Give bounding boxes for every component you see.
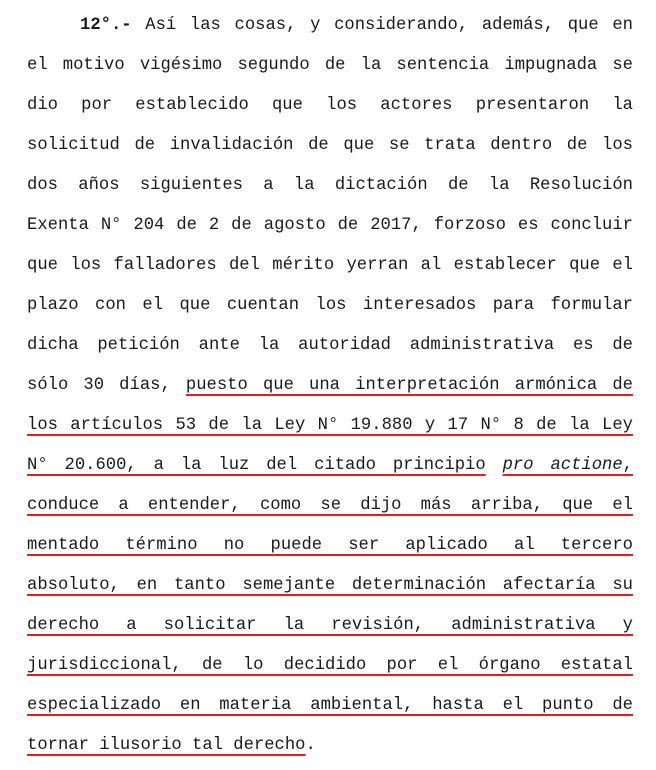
text-segment: que los falladores del mérito yerran al establecer que el: [27, 256, 633, 275]
text-line: [27, 166, 633, 206]
text-line: [27, 286, 633, 326]
text-line: [27, 406, 633, 446]
text-segment: sólo 30 días,: [27, 376, 171, 395]
underlined-text: ,: [622, 456, 633, 475]
underlined-text: tornar ilusorio tal derecho: [27, 736, 306, 755]
text-line: [27, 366, 633, 406]
underlined-text: conduce a entender, como se dijo más arriba, que el: [27, 496, 633, 515]
underlined-text: los artículos 53 de la Ley N° 19.880 y 17 N° 8 de la Ley: [27, 416, 633, 435]
text-line: [27, 726, 633, 766]
text-line: [27, 566, 633, 606]
underlined-text: absoluto, en tanto semejante determinación afectaría su: [27, 576, 633, 595]
text-segment: dos años siguientes a la dictación de la Resolución: [27, 176, 633, 195]
text-line: [27, 526, 633, 566]
text-segment: plazo con el que cuentan los interesados para formular: [27, 296, 633, 315]
text-segment: dicha petición ante la autoridad administrativa es de: [27, 336, 633, 355]
text-segment: Exenta N° 204 de 2 de agosto de 2017, forzoso es concluir: [27, 216, 633, 235]
underlined-text: derecho a solicitar la revisión, administrativa y: [27, 616, 633, 635]
text-line: [27, 46, 633, 86]
underlined-text: puesto que una interpretación armónica de: [185, 376, 633, 395]
text-line: [27, 686, 633, 726]
text-line: [27, 486, 633, 526]
paragraph-number: 12°.-: [80, 16, 132, 35]
underlined-text: jurisdiccional, de lo decidido por el órgano estatal: [27, 656, 633, 675]
italic-latin-term: pro actione: [502, 456, 623, 475]
text-segment: dio por establecido que los actores presentaron la: [27, 96, 633, 115]
text-line: [27, 246, 633, 286]
text-line: [27, 126, 633, 166]
text-line: [27, 446, 633, 486]
text-line: [27, 606, 633, 646]
text-line: [27, 206, 633, 246]
text-line: [27, 646, 633, 686]
text-segment: solicitud de invalidación de que se trata dentro de los: [27, 136, 633, 155]
text-line: [80, 6, 633, 46]
text-line: [27, 86, 633, 126]
text-line: [27, 326, 633, 366]
underlined-text: N° 20.600, a la luz del citado principio: [27, 456, 486, 475]
text-segment: Así las cosas, y considerando, además, que en: [145, 16, 633, 35]
text-segment: .: [305, 736, 316, 755]
underlined-text: mentado término no puede ser aplicado al tercero: [27, 536, 633, 555]
underlined-text: especializado en materia ambiental, hasta el punto de: [27, 696, 633, 715]
text-segment: el motivo vigésimo segundo de la sentencia impugnada se: [27, 56, 633, 75]
